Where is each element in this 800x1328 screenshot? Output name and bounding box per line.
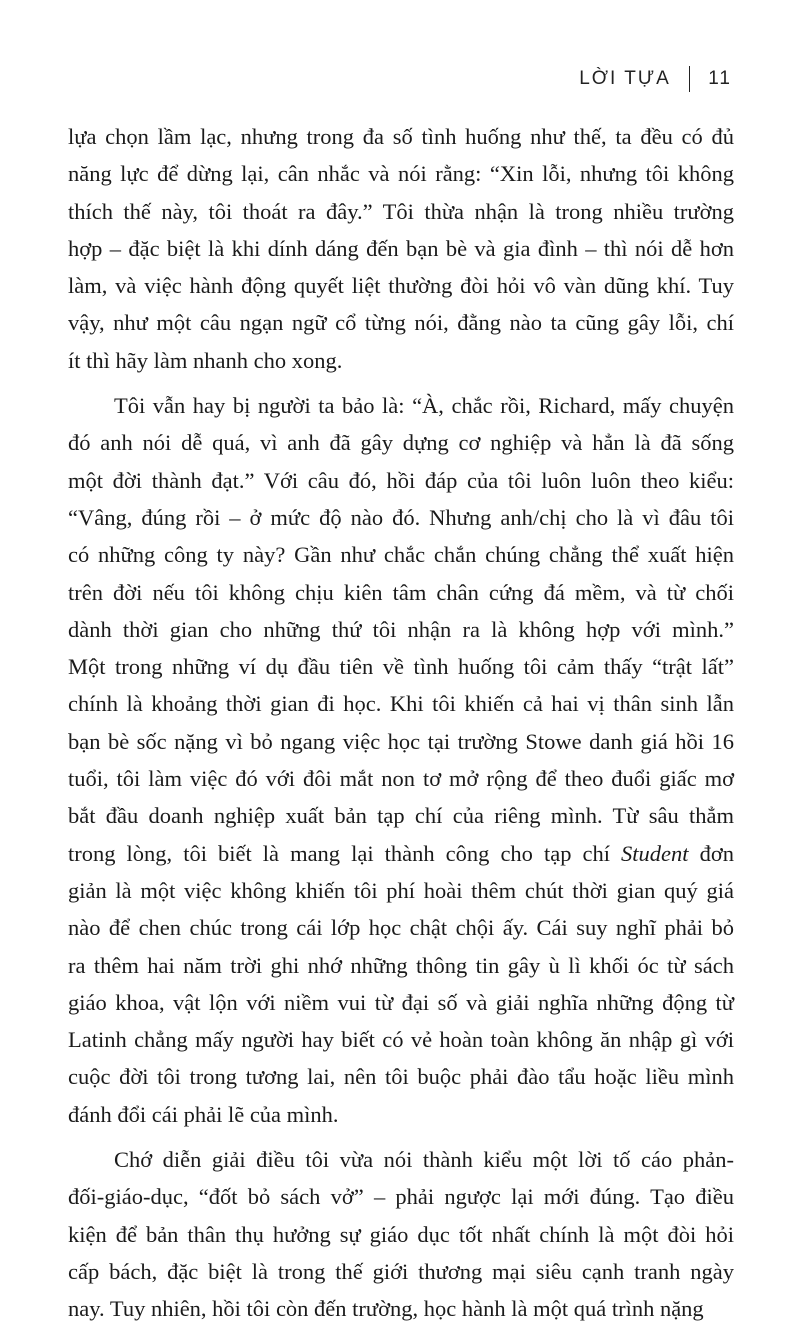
text-line: đối-giáo-dục, “đốt bỏ sách vở” – phải ngược lại mới đúng. Tạo điều bbox=[68, 1184, 734, 1210]
text-line: giản là một việc không khiến tôi phí hoài thêm chút thời gian quý giá bbox=[68, 877, 734, 903]
text-line: nào để chen chúc trong cái lớp học chật chội ấy. Cái suy nghĩ phải bỏ bbox=[68, 915, 734, 941]
page-number: 11 bbox=[708, 68, 732, 89]
text-line: có những công ty này? Gần như chắc chắn chúng chẳng thể xuất hiện bbox=[68, 542, 734, 568]
header-divider bbox=[689, 66, 691, 92]
paragraph bbox=[68, 118, 734, 379]
text-line: trên đời nếu tôi không chịu kiên tâm chân cứng đá mềm, và từ chối bbox=[68, 579, 734, 605]
text-line: nay. Tuy nhiên, hồi tôi còn đến trường, học hành là một quá trình nặng bbox=[68, 1296, 704, 1322]
text-line: dành thời gian cho những thứ tôi nhận ra là không hợp với mình.” bbox=[68, 616, 734, 642]
text-line: Chớ diễn giải điều tôi vừa nói thành kiểu một lời tố cáo phản- bbox=[114, 1147, 734, 1173]
text-line: vậy, như một câu ngạn ngữ cổ từng nói, đằng nào ta cũng gây lỗi, chí bbox=[68, 310, 734, 336]
text-line: ra thêm hai năm trời ghi nhớ những thông tin gây ù lì khối óc từ sách bbox=[68, 952, 734, 978]
text-line: thích thế này, tôi thoát ra đây.” Tôi thừa nhận là trong nhiều trường bbox=[68, 198, 734, 224]
text-line: đánh đổi cái phải lẽ của mình. bbox=[68, 1101, 339, 1127]
text-line: cấp bách, đặc biệt là trong thế giới thương mại siêu cạnh tranh ngày bbox=[68, 1258, 734, 1284]
running-head bbox=[579, 66, 732, 92]
text-line: ít thì hãy làm nhanh cho xong. bbox=[68, 347, 343, 373]
paragraph-gap bbox=[68, 379, 734, 387]
text-line: năng lực để dừng lại, cân nhắc và nói rằng: “Xin lỗi, nhưng tôi không bbox=[68, 161, 734, 187]
text-line: “Vâng, đúng rồi – ở mức độ nào đó. Nhưng anh/chị cho là vì đâu tôi bbox=[68, 504, 734, 530]
text-line: bắt đầu doanh nghiệp xuất bản tạp chí của riêng mình. Từ sâu thẳm bbox=[68, 803, 734, 829]
text-line: giáo khoa, vật lộn với niềm vui từ đại số và giải nghĩa những động từ bbox=[68, 989, 734, 1015]
text-line: bạn bè sốc nặng vì bỏ ngang việc học tại trường Stowe danh giá hồi 16 bbox=[68, 728, 734, 754]
text-line: tuổi, tôi làm việc đó với đôi mắt non tơ mở rộng để theo đuổi giấc mơ bbox=[68, 766, 734, 792]
text-line: chính là khoảng thời gian đi học. Khi tôi khiến cả hai vị thân sinh lẫn bbox=[68, 691, 734, 717]
text-line: kiện để bản thân thụ hưởng sự giáo dục tốt nhất chính là một đòi hỏi bbox=[68, 1221, 734, 1247]
text-line: Một trong những ví dụ đầu tiên về tình huống tôi cảm thấy “trật lất” bbox=[68, 654, 734, 680]
text-line: một đời thành đạt.” Với câu đó, hồi đáp của tôi luôn luôn theo kiểu: bbox=[68, 467, 734, 493]
italic-title: Student bbox=[621, 840, 689, 866]
section-title: LỜI TỰA bbox=[579, 68, 671, 89]
text-line: cuộc đời tôi trong tương lai, nên tôi buộc phải đào tẩu hoặc liều mình bbox=[68, 1064, 734, 1090]
text-line: hợp – đặc biệt là khi dính dáng đến bạn bè và gia đình – thì nói dễ hơn bbox=[68, 235, 734, 261]
body-text bbox=[68, 118, 734, 1328]
text-line: Latinh chẳng mấy người hay biết có vẻ hoàn toàn không ăn nhập gì với bbox=[68, 1027, 734, 1053]
paragraph bbox=[68, 387, 734, 1133]
paragraph bbox=[68, 1141, 734, 1327]
paragraph-gap bbox=[68, 1133, 734, 1141]
text-line: Tôi vẫn hay bị người ta bảo là: “À, chắc rồi, Richard, mấy chuyện bbox=[114, 393, 734, 419]
text-line: đó anh nói dễ quá, vì anh đã gây dựng cơ nghiệp và hẳn là đã sống bbox=[68, 430, 734, 456]
text-line: lựa chọn lầm lạc, nhưng trong đa số tình huống như thế, ta đều có đủ bbox=[68, 124, 734, 149]
text-line: trong lòng, tôi biết là mang lại thành công cho tạp chí Student đơn bbox=[68, 840, 734, 866]
text-line: làm, và việc hành động quyết liệt thường đòi hỏi vô vàn dũng khí. Tuy bbox=[68, 273, 734, 299]
